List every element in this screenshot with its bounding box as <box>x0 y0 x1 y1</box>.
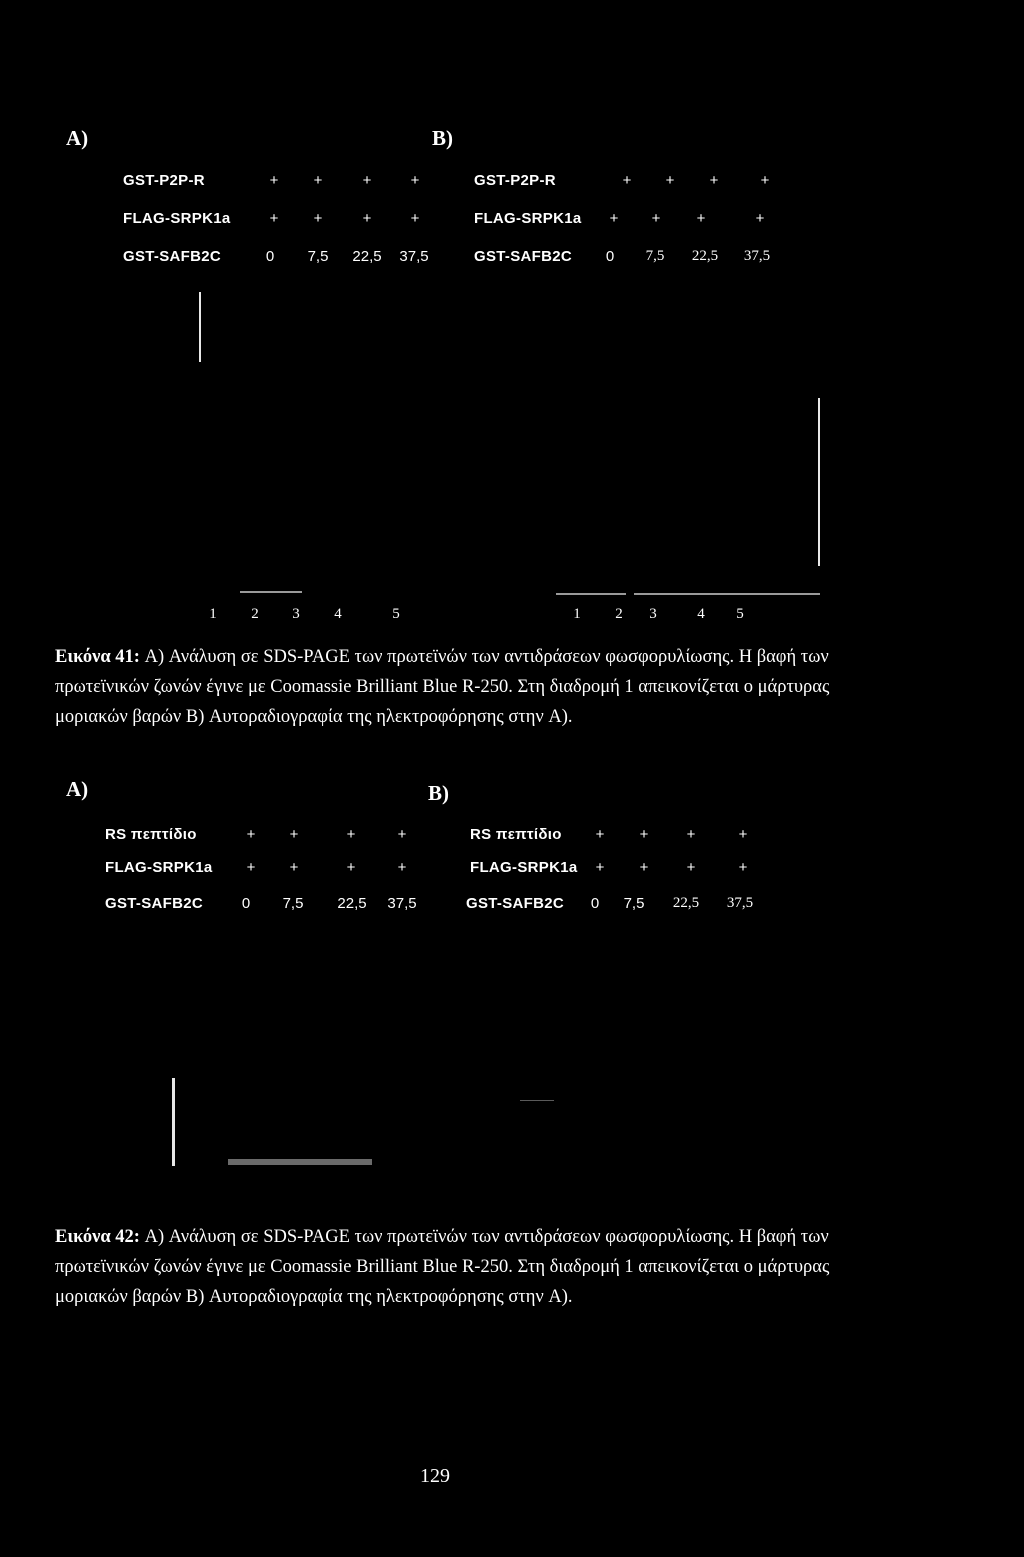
caption-text: A) Ανάλυση σε SDS-PAGE των πρωτεϊνών των αντιδράσεων φωσφορυλίωσης. Η βαφή των πρωτεϊνικών ζωνών έγινε με Coomassie Brilliant Blue R-250. Στη διαδρομή 1 απεικονίζεται ο μάρτυρας μοριακών βαρών B) Αυτοραδιογραφία της ηλεκτροφόρησης στην A). <box>55 1227 830 1307</box>
gel-band <box>240 591 302 593</box>
row-label: GST-P2P-R <box>123 172 205 189</box>
cell-value: + <box>313 172 323 189</box>
cell-value: 0 <box>605 248 615 265</box>
cell-value: + <box>289 826 299 843</box>
row-label: RS πεπτίδιο <box>105 826 197 843</box>
caption-label: Εικόνα 41: <box>55 647 140 667</box>
row-label: GST-SAFB2C <box>105 895 204 912</box>
lane-number: 1 <box>573 606 581 622</box>
cell-value: + <box>738 859 748 876</box>
figure-41-caption <box>55 642 835 732</box>
lane-number: 3 <box>292 606 300 622</box>
row-label: GST-SAFB2C <box>466 895 565 912</box>
cell-value: + <box>397 859 407 876</box>
row-label: FLAG-SRPK1a <box>123 210 231 227</box>
row-label: FLAG-SRPK1a <box>474 210 582 227</box>
marker-lane-trace <box>199 292 201 362</box>
lane-number: 5 <box>392 606 400 622</box>
cell-value: 7,5 <box>645 248 665 264</box>
cell-value: 37,5 <box>387 895 417 912</box>
cell-value: + <box>289 859 299 876</box>
cell-value: + <box>609 210 619 227</box>
cell-value: 7,5 <box>282 895 304 912</box>
cell-value: + <box>346 859 356 876</box>
caption-text: A) Ανάλυση σε SDS-PAGE των πρωτεϊνών των αντιδράσεων φωσφορυλίωσης. Η βαφή των πρωτεϊνικών ζωνών έγινε με Coomassie Brilliant Blue R-250. Στη διαδρομή 1 απεικονίζεται ο μάρτυρας μοριακών βαρών B) Αυτοραδιογραφία της ηλεκτροφόρησης στην A). <box>55 647 830 727</box>
cell-value: + <box>346 826 356 843</box>
cell-value: 22,5 <box>352 248 382 265</box>
cell-value: + <box>313 210 323 227</box>
figure-42-caption <box>55 1222 835 1312</box>
cell-value: + <box>686 859 696 876</box>
lane-number: 4 <box>334 606 342 622</box>
cell-value: + <box>639 826 649 843</box>
cell-value: + <box>269 172 279 189</box>
gel-band <box>520 1100 554 1101</box>
gel-band <box>556 593 626 595</box>
lane-number: 3 <box>649 606 657 622</box>
cell-value: + <box>622 172 632 189</box>
cell-value: 37,5 <box>399 248 429 265</box>
cell-value: + <box>397 826 407 843</box>
row-label: GST-SAFB2C <box>123 248 222 265</box>
cell-value: 37,5 <box>726 895 754 911</box>
row-label: GST-SAFB2C <box>474 248 573 265</box>
cell-value: + <box>639 859 649 876</box>
cell-value: 0 <box>590 895 600 912</box>
cell-value: + <box>595 826 605 843</box>
gel-band <box>228 1159 372 1165</box>
row-label: RS πεπτίδιο <box>470 826 562 843</box>
cell-value: + <box>709 172 719 189</box>
lane-number: 2 <box>251 606 259 622</box>
row-label: FLAG-SRPK1a <box>470 859 578 876</box>
cell-value: + <box>362 210 372 227</box>
lane-number: 4 <box>697 606 705 622</box>
row-label: FLAG-SRPK1a <box>105 859 213 876</box>
cell-value: 22,5 <box>672 895 700 911</box>
caption-label: Εικόνα 42: <box>55 1227 140 1247</box>
cell-value: + <box>269 210 279 227</box>
cell-value: 22,5 <box>337 895 367 912</box>
cell-value: + <box>651 210 661 227</box>
cell-value: 7,5 <box>623 895 645 912</box>
row-label: GST-P2P-R <box>474 172 556 189</box>
cell-value: + <box>738 826 748 843</box>
cell-value: 22,5 <box>691 248 719 264</box>
gel-edge-trace <box>818 398 820 566</box>
cell-value: 37,5 <box>743 248 771 264</box>
cell-value: 0 <box>265 248 275 265</box>
cell-value: + <box>410 210 420 227</box>
fig42-panel-a-label: A) <box>66 777 89 801</box>
cell-value: + <box>686 826 696 843</box>
fig41-panel-b-label: B) <box>432 126 453 150</box>
cell-value: + <box>696 210 706 227</box>
fig41-panel-a-label: A) <box>66 126 89 150</box>
cell-value: + <box>595 859 605 876</box>
marker-lane-trace <box>172 1078 175 1166</box>
lane-number: 2 <box>615 606 623 622</box>
cell-value: + <box>246 859 256 876</box>
cell-value: + <box>246 826 256 843</box>
cell-value: + <box>760 172 770 189</box>
lane-number: 1 <box>209 606 217 622</box>
page-number: 129 <box>420 1465 450 1487</box>
cell-value: + <box>755 210 765 227</box>
cell-value: 7,5 <box>307 248 329 265</box>
cell-value: + <box>665 172 675 189</box>
lane-number: 5 <box>736 606 744 622</box>
fig42-panel-b-label: B) <box>428 781 449 805</box>
cell-value: 0 <box>241 895 251 912</box>
cell-value: + <box>410 172 420 189</box>
gel-band <box>634 593 820 595</box>
cell-value: + <box>362 172 372 189</box>
